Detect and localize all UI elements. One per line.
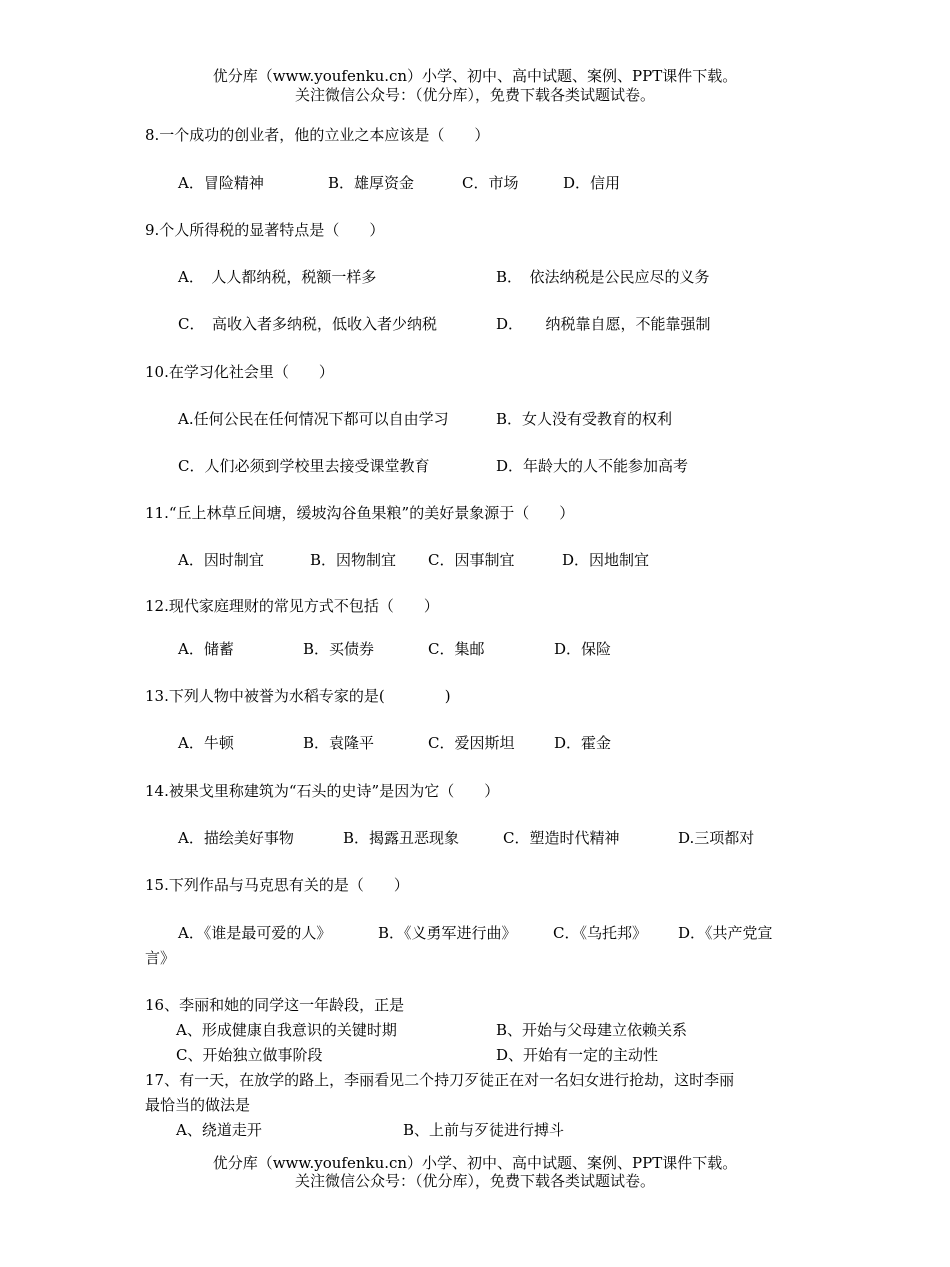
question-12-stem: 12.现代家庭理财的常见方式不包括（ ）: [145, 597, 439, 615]
question-12-option-d: D．保险: [554, 640, 612, 658]
question-14-option-b: B．揭露丑恶现象: [343, 829, 460, 847]
question-15-option-a: A．《谁是最可爱的人》: [178, 924, 332, 942]
question-10-option-a: A.任何公民在任何情况下都可以自由学习: [178, 410, 449, 428]
question-9-option-b: B． 依法纳税是公民应尽的义务: [496, 268, 710, 286]
header-line-1: 优分库（www.youfenku.cn）小学、初中、高中试题、案例、PPT课件下载。: [212, 67, 738, 85]
question-9-option-a: A． 人人都纳税，税额一样多: [178, 268, 377, 286]
footer-line-2: 关注微信公众号：（优分库），免费下载各类试题试卷。: [294, 1172, 655, 1190]
question-10-option-d: D．年龄大的人不能参加高考: [496, 457, 689, 475]
question-15-option-c: C．《乌托邦》: [553, 924, 647, 942]
question-11-option-b: B．因物制宜: [310, 551, 397, 569]
question-14-option-a: A．描绘美好事物: [178, 829, 294, 847]
question-17-option-b: B、上前与歹徒进行搏斗: [403, 1121, 565, 1139]
question-12-option-b: B．买债券: [303, 640, 375, 658]
question-8-option-c: C．市场: [462, 174, 519, 192]
question-11-option-a: A．因时制宜: [178, 551, 264, 569]
question-14-option-d: D.三项都对: [678, 829, 755, 847]
header-line-2: 关注微信公众号：（优分库），免费下载各类试题试卷。: [294, 86, 655, 104]
footer-line-1: 优分库（www.youfenku.cn）小学、初中、高中试题、案例、PPT课件下载。: [212, 1154, 738, 1172]
question-11-option-c: C．因事制宜: [428, 551, 515, 569]
question-13-stem: 13.下列人物中被誉为水稻专家的是( ): [145, 687, 451, 705]
question-16-option-d: D、开始有一定的主动性: [496, 1046, 659, 1064]
question-13-option-d: D．霍金: [554, 734, 612, 752]
question-10-option-b: B．女人没有受教育的权利: [496, 410, 673, 428]
question-15-option-d: D．《共产党宣: [678, 924, 773, 942]
question-10-stem: 10.在学习化社会里（ ）: [145, 363, 334, 381]
question-17-stem-continued: 最恰当的做法是: [145, 1096, 251, 1114]
question-17-option-a: A、绕道走开: [176, 1121, 262, 1139]
question-8-option-a: A．冒险精神: [178, 174, 264, 192]
question-11-stem: 11.“丘上林草丘间塘，缓坡沟谷鱼果粮”的美好景象源于（ ）: [145, 504, 575, 522]
question-15-option-d-continued: 言》: [145, 949, 176, 967]
question-9-option-d: D． 纳税靠自愿，不能靠强制: [496, 315, 711, 333]
question-11-option-d: D．因地制宜: [562, 551, 650, 569]
question-13-option-a: A．牛顿: [178, 734, 234, 752]
question-10-option-c: C．人们必须到学校里去接受课堂教育: [178, 457, 430, 475]
question-9-stem: 9.个人所得税的显著特点是（ ）: [145, 221, 385, 239]
question-8-option-b: B．雄厚资金: [328, 174, 415, 192]
question-16-option-c: C、开始独立做事阶段: [176, 1046, 323, 1064]
question-13-option-b: B．袁隆平: [303, 734, 375, 752]
question-16-option-b: B、开始与父母建立依赖关系: [496, 1021, 688, 1039]
question-8-option-d: D．信用: [563, 174, 621, 192]
question-14-stem: 14.被果戈里称建筑为“石头的史诗”是因为它（ ）: [145, 782, 500, 800]
question-9-option-c: C． 高收入者多纳税，低收入者少纳税: [178, 315, 437, 333]
question-8-stem: 8.一个成功的创业者，他的立业之本应该是（ ）: [145, 126, 490, 144]
question-13-option-c: C．爱因斯坦: [428, 734, 515, 752]
question-15-stem: 15.下列作品与马克思有关的是（ ）: [145, 876, 409, 894]
question-17-stem: 17、有一天，在放学的路上，李丽看见二个持刀歹徒正在对一名妇女进行抢劫，这时李丽: [145, 1071, 735, 1089]
question-14-option-c: C．塑造时代精神: [503, 829, 620, 847]
question-15-option-b: B．《义勇军进行曲》: [378, 924, 517, 942]
question-16-option-a: A、形成健康自我意识的关键时期: [176, 1021, 397, 1039]
question-16-stem: 16、李丽和她的同学这一年龄段，正是: [145, 996, 405, 1014]
question-12-option-a: A．储蓄: [178, 640, 234, 658]
question-12-option-c: C．集邮: [428, 640, 485, 658]
